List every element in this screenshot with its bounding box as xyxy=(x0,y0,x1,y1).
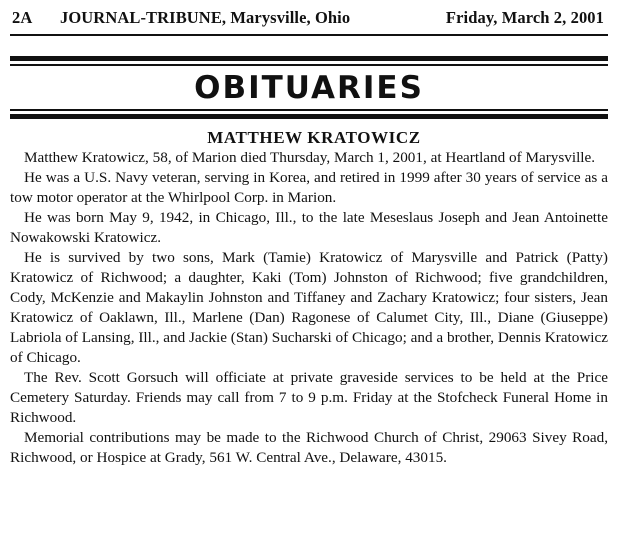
title-rule-bottom-thick xyxy=(10,114,608,119)
obituary-paragraph: He is survived by two sons, Mark (Tamie) Kratowicz of Marysville and Patrick (Patty) Kratowicz of Richwood; a daughter, Kaki (Tom) Johnston of Richwood; five grandchildren, Cody, McKenzie and Makaylin Johnston and Tiffaney and Zachary Kratowicz; four sisters, Jean Kratowicz of Oaklawn, Ill., Marlene (Dan) Ragonese of Calumet City, Ill., Diane (Giuseppe) Labriola of Lansing, Ill., and Jackie (Stan) Sucharski of Chicago; and a brother, Dennis Kratowicz of Chicago. xyxy=(10,249,608,366)
obituary-paragraph: Memorial contributions may be made to the Richwood Church of Christ, 29063 Sivey Road, Richwood, or Hospice at Grady, 561 W. Central Ave., Delaware, 43015. xyxy=(10,429,608,466)
issue-date: Friday, March 2, 2001 xyxy=(445,8,604,27)
obituary-paragraph: The Rev. Scott Gorsuch will officiate at private graveside services to be held at the Price Cemetery Saturday. Friends may call from 7 to 9 p.m. Friday at the Stofcheck Funeral Home in Richwood. xyxy=(10,369,608,426)
section-title: OBITUARIES xyxy=(194,70,424,106)
masthead xyxy=(10,8,608,30)
page-number: 2A xyxy=(12,8,33,27)
obituary-name: MATTHEW KRATOWICZ xyxy=(207,128,421,147)
newspaper-page xyxy=(10,0,608,539)
masthead-rule xyxy=(10,34,608,36)
paper-name: JOURNAL-TRIBUNE, Marysville, Ohio xyxy=(60,8,351,27)
title-rule-bottom-thin xyxy=(10,109,608,111)
title-rule-top-thick xyxy=(10,56,608,61)
obituary xyxy=(10,128,608,468)
obituary-paragraph: Matthew Kratowicz, 58, of Marion died Thursday, March 1, 2001, at Heartland of Marysville. xyxy=(24,149,596,166)
obituary-paragraph: He was a U.S. Navy veteran, serving in Korea, and retired in 1999 after 30 years of service as a tow motor operator at the Whirlpool Corp. in Marion. xyxy=(10,169,608,206)
obituary-paragraph: He was born May 9, 1942, in Chicago, Ill., to the late Meseslaus Joseph and Jean Antoinette Nowakowski Kratowicz. xyxy=(10,209,608,246)
title-rule-top-thin xyxy=(10,64,608,66)
